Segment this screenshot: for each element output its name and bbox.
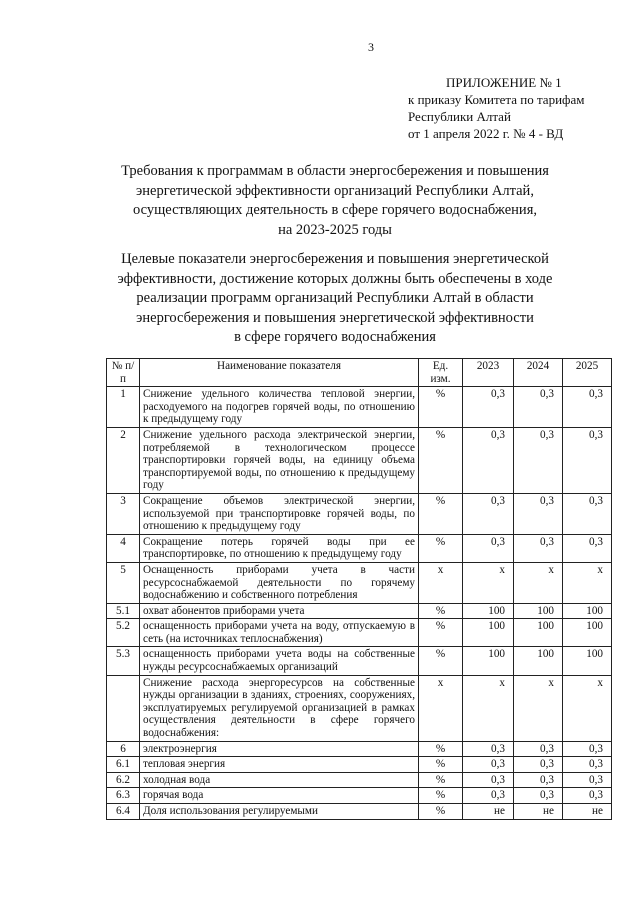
header-2023: 2023 [463,359,514,387]
value-2023: 0,3 [463,788,514,804]
appendix-line: от 1 апреля 2022 г. № 4 - ВД [408,126,564,141]
table-row [107,741,612,757]
value-2025: 0,3 [563,772,612,788]
subtitle-line: в сфере горячего водоснабжения [234,329,436,345]
value-2023: 0,3 [463,772,514,788]
indicator-name: горячая вода [140,788,419,804]
row-number: 5.1 [107,603,140,619]
title-line: энергетической эффективности организаций Республики Алтай, [136,182,534,199]
table-row [107,562,612,603]
value-2023: 0,3 [463,387,514,428]
header-unit: Ед. изм. [419,359,463,387]
indicator-name: охват абонентов приборами учета [140,603,419,619]
row-number: 6.2 [107,772,140,788]
value-2023: 0,3 [463,493,514,534]
header-name: Наименование показателя [140,359,419,387]
indicator-name: электроэнергия [140,741,419,757]
table-row [107,427,612,493]
table-row [107,534,612,562]
value-2024: 100 [514,619,563,647]
value-2024: 0,3 [514,772,563,788]
value-2024: х [514,675,563,741]
table-body [107,387,612,819]
value-2023: х [463,562,514,603]
row-number: 6.4 [107,804,140,820]
value-2025: х [563,562,612,603]
value-2024: 100 [514,647,563,675]
header-number: № п/п [107,359,140,387]
unit-cell: % [419,647,463,675]
value-2024: не [514,804,563,820]
value-2024: 0,3 [514,757,563,773]
indicator-name: оснащенность приборами учета воды на собственные нужды ресурсоснабжаемых организаций [140,647,419,675]
value-2025: 100 [563,603,612,619]
value-2023: 0,3 [463,741,514,757]
value-2024: 0,3 [514,387,563,428]
row-number: 5.3 [107,647,140,675]
row-number: 6.3 [107,788,140,804]
value-2023: 0,3 [463,534,514,562]
indicator-name: Оснащенность приборами учета в части ресурсоснабжаемой деятельности по горячему водоснабжению и собственного потребления [140,562,419,603]
value-2023: х [463,675,514,741]
unit-cell: % [419,427,463,493]
value-2024: 0,3 [514,788,563,804]
unit-cell: % [419,619,463,647]
row-number: 6 [107,741,140,757]
subtitle-line: Целевые показатели энергосбережения и повышения энергетической [121,251,549,267]
indicator-name: Сокращение объемов электрической энергии, используемой при транспортировке горячей воды, по отношению к предыдущему году [140,493,419,534]
table-row [107,603,612,619]
value-2023: 100 [463,647,514,675]
value-2024: 0,3 [514,534,563,562]
table-row [107,757,612,773]
row-number: 4 [107,534,140,562]
header-2025: 2025 [563,359,612,387]
row-number: 1 [107,387,140,428]
subtitle-line: реализации программ организаций Республики Алтай в области [136,290,534,306]
row-number: 6.1 [107,757,140,773]
appendix-line: Республики Алтай [408,109,511,124]
table-row [107,788,612,804]
row-number [107,675,140,741]
table-row [107,772,612,788]
subtitle-line: энергосбережения и повышения энергетической эффективности [136,309,534,326]
row-number: 5 [107,562,140,603]
appendix-title: ПРИЛОЖЕНИЕ № 1 [446,75,562,90]
table-row [107,804,612,820]
value-2023: не [463,804,514,820]
row-number: 2 [107,427,140,493]
indicator-name: Снижение расхода энергоресурсов на собственные нужды организации в зданиях, строениях, сооружениях, эксплуатируемых регулируемой организацией в рамках осуществления деятельности в сфере горячего водоснабжения: [140,675,419,741]
title-line: Требования к программам в области энергосбережения и повышения [121,163,549,179]
table-row [107,675,612,741]
value-2023: 100 [463,603,514,619]
unit-cell: % [419,772,463,788]
value-2025: не [563,804,612,820]
value-2025: 0,3 [563,757,612,773]
value-2024: 0,3 [514,493,563,534]
table-row [107,619,612,647]
document-subtitle [100,250,570,348]
indicator-name: Снижение удельного расхода электрической энергии, потребляемой в технологическом процессе транспортировки горячей воды, на единицу объема транспортируемой воды, по отношению к предыдущему году [140,427,419,493]
header-2024: 2024 [514,359,563,387]
subtitle-line: эффективности, достижение которых должны быть обеспечены в ходе [117,270,553,287]
unit-cell: х [419,675,463,741]
indicators-table [106,358,612,820]
value-2024: 0,3 [514,741,563,757]
table-row [107,387,612,428]
value-2025: 0,3 [563,427,612,493]
indicator-name: оснащенность приборами учета на воду, отпускаемую в сеть (на источниках теплоснабжения) [140,619,419,647]
value-2025: 0,3 [563,788,612,804]
value-2025: 100 [563,619,612,647]
value-2023: 100 [463,619,514,647]
row-number: 3 [107,493,140,534]
unit-cell: % [419,534,463,562]
table-row [107,493,612,534]
indicator-name: Доля использования регулируемыми [140,804,419,820]
indicator-name: холодная вода [140,772,419,788]
value-2025: 0,3 [563,493,612,534]
unit-cell: х [419,562,463,603]
value-2025: х [563,675,612,741]
unit-cell: % [419,788,463,804]
unit-cell: % [419,493,463,534]
value-2024: 100 [514,603,563,619]
unit-cell: % [419,603,463,619]
indicator-name: Снижение удельного количества тепловой энергии, расходуемого на подогрев горячей воды, по отношению к предыдущему году [140,387,419,428]
unit-cell: % [419,757,463,773]
value-2025: 0,3 [563,387,612,428]
value-2024: 0,3 [514,427,563,493]
value-2023: 0,3 [463,427,514,493]
indicator-name: Сокращение потерь горячей воды при ее транспортировке, по отношению к предыдущему году [140,534,419,562]
table-header-row [107,359,612,387]
row-number: 5.2 [107,619,140,647]
value-2024: х [514,562,563,603]
value-2025: 100 [563,647,612,675]
value-2025: 0,3 [563,741,612,757]
unit-cell: % [419,387,463,428]
page-number: 3 [368,40,374,54]
appendix-block [408,74,584,142]
table-row [107,647,612,675]
indicator-name: тепловая энергия [140,757,419,773]
appendix-line: к приказу Комитета по тарифам [408,92,585,107]
unit-cell: % [419,804,463,820]
value-2023: 0,3 [463,757,514,773]
title-line: на 2023-2025 годы [278,221,392,238]
title-line: осуществляющих деятельность в сфере горячего водоснабжения, [133,202,537,218]
document-title [100,162,570,240]
value-2025: 0,3 [563,534,612,562]
unit-cell: % [419,741,463,757]
